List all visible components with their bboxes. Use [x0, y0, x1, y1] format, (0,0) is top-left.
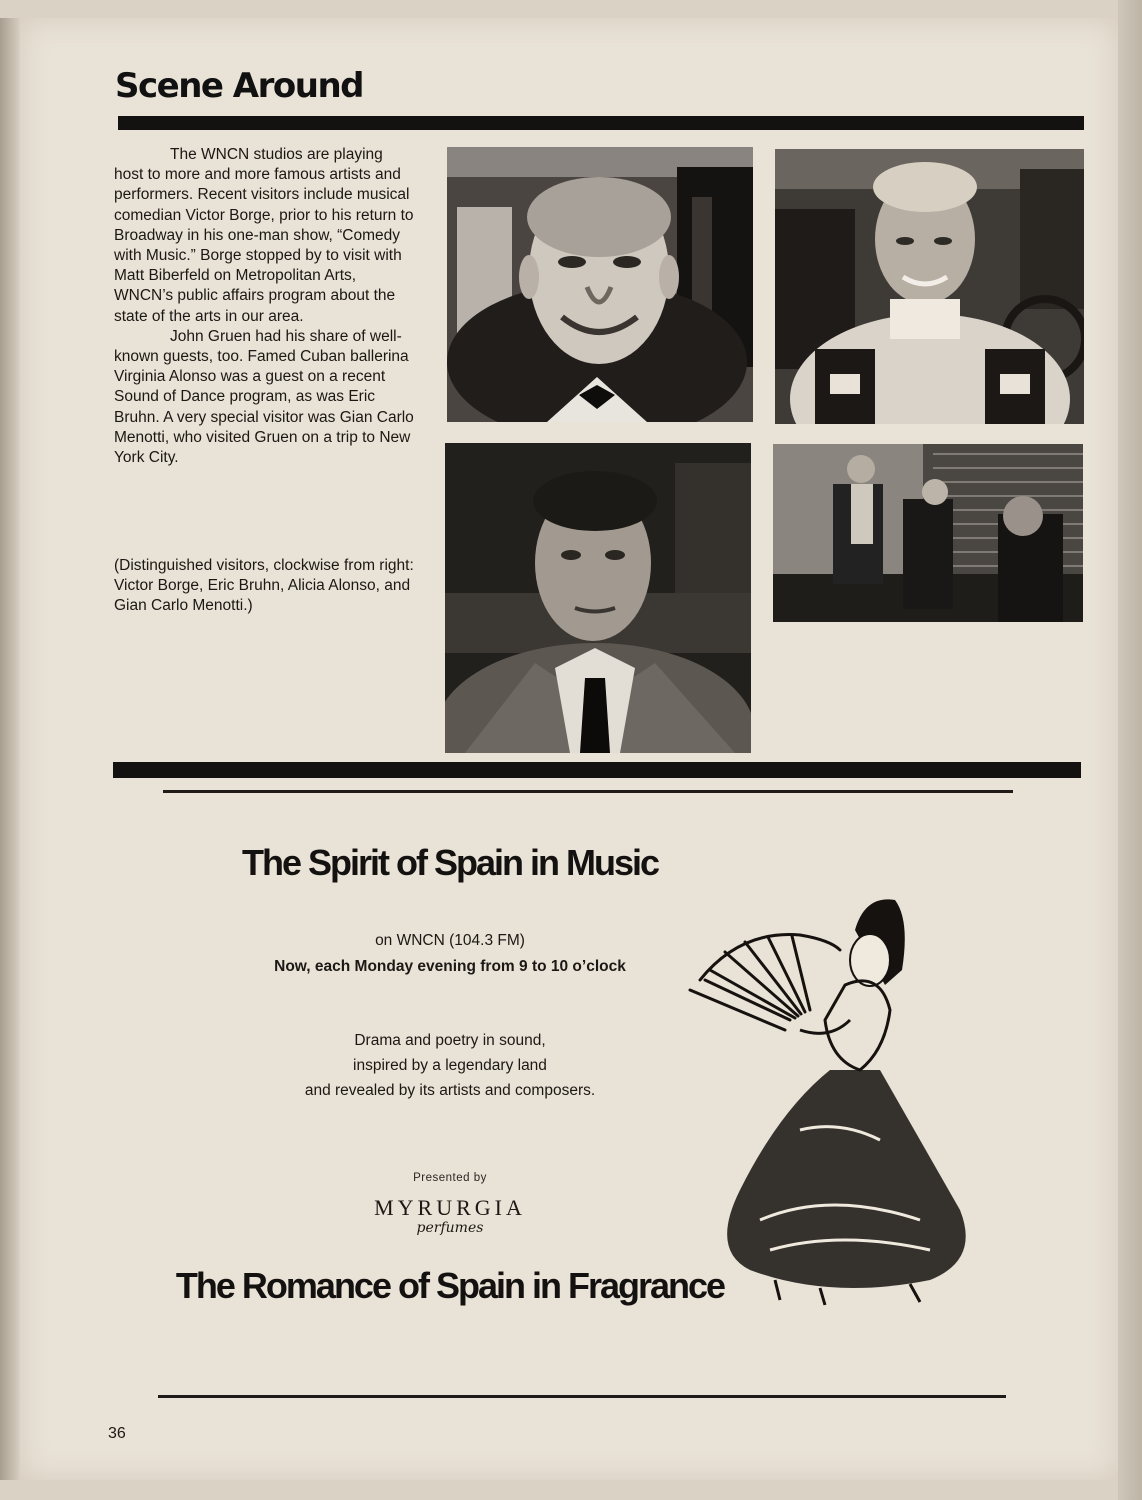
- photo-alicia-alonso: [773, 444, 1083, 622]
- brand-logo: MYRURGIA: [374, 1195, 526, 1220]
- presented-by: Presented by: [413, 1172, 487, 1184]
- photo-victor-borge: [447, 147, 753, 422]
- photo-eric-bruhn: [775, 149, 1084, 424]
- article-paragraph: John Gruen had his share of well-known guests, too. Famed Cuban ballerina Virginia Alonso was a guest on a recent Sound of Dance program, as was Eric Bruhn. A very special visitor was Gian Carlo Menotti, who visited Gruen on a trip to New York City.: [114, 327, 414, 467]
- portrait-image: [447, 147, 753, 422]
- ad-bottom-rule: [158, 1395, 1006, 1398]
- portrait-image: [775, 149, 1084, 424]
- flamenco-dancer-illustration: [680, 890, 990, 1310]
- brand-subtitle: perfumes: [416, 1220, 484, 1236]
- article-title: Scene Around: [115, 66, 363, 106]
- article-body: [114, 145, 414, 468]
- title-rule: [118, 116, 1084, 130]
- group-photo-image: [773, 444, 1083, 622]
- photo-gian-carlo-menotti: [445, 443, 751, 753]
- ad-description-line: Drama and poetry in sound,: [354, 1032, 546, 1049]
- portrait-image: [445, 443, 751, 753]
- photo-caption: (Distinguished visitors, clockwise from right: Victor Borge, Eric Bruhn, Alicia Alonso, and Gian Carlo Menotti.): [114, 557, 414, 615]
- article-paragraph: The WNCN studios are playing host to more and more famous artists and performers. Recent visitors include musical comedian Victor Borge, prior to his return to Broadway in his one-man show, “Comedy with Music.” Borge stopped by to visit with Matt Biberfeld on Metropolitan Arts, WNCN’s public affairs program about the state of the arts in our area.: [114, 146, 414, 325]
- section-divider-bar: [113, 762, 1081, 778]
- ad-description-line: inspired by a legendary land: [353, 1057, 547, 1074]
- ad-tagline: The Romance of Spain in Fragrance: [175, 1265, 725, 1306]
- ad-description-line: and revealed by its artists and composers.: [304, 1082, 596, 1099]
- ad-top-rule: [163, 790, 1013, 793]
- page-number: 36: [108, 1425, 126, 1442]
- ad-headline: The Spirit of Spain in Music: [241, 842, 659, 883]
- page-edge: [1118, 0, 1142, 1500]
- ad-schedule: Now, each Monday evening from 9 to 10 o’clock: [274, 958, 626, 975]
- ad-station: on WNCN (104.3 FM): [375, 932, 525, 949]
